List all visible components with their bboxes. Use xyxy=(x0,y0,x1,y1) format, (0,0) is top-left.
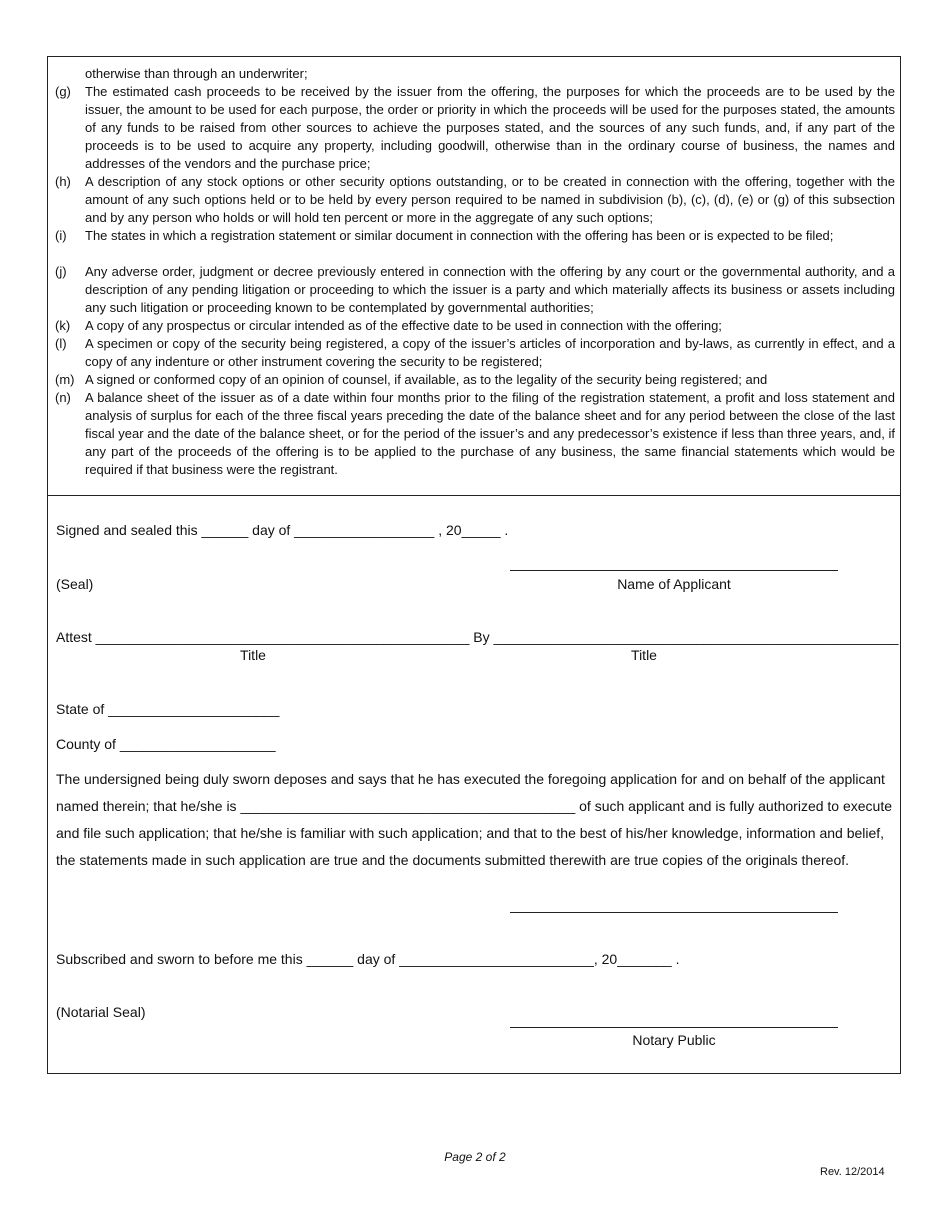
item-g xyxy=(55,83,895,173)
notary-public-label: Notary Public xyxy=(632,1032,716,1048)
notarial-seal-label: (Notarial Seal) xyxy=(56,1004,146,1020)
affidavit-paragraph: The undersigned being duly sworn deposes and says that he has executed the foregoing application for and on behalf of the applicant named therein; that he/she is ___________________________________________ of such applicant and is fully authorized to execute and file such application; that he/she is familiar with such application; and that to the best of his/her knowledge, information and belief, the statements made in such application are true and the documents submitted therewith are true copies of the originals thereof. xyxy=(56,771,893,868)
applicant-signature-line[interactable] xyxy=(510,570,838,571)
item-label: (j) xyxy=(55,264,67,279)
county-of-line[interactable]: County of ____________________ xyxy=(56,736,276,752)
requirements-section xyxy=(48,57,900,496)
item-text: A signed or conformed copy of an opinion of counsel, if available, as to the legality of the security being registered; and xyxy=(85,372,768,387)
signed-sealed-line[interactable]: Signed and sealed this ______ day of __________________ , 20_____ . xyxy=(56,522,509,538)
notary-signature-line[interactable] xyxy=(510,1027,838,1028)
item-label: (g) xyxy=(55,84,71,99)
seal-label: (Seal) xyxy=(56,576,94,592)
item-text: A description of any stock options or other security options outstanding, or to be created in connection with the offering, together with the amount of any such options held or to be held by every person required to be named in subdivision (b), (c), (d), (e) or (g) of this subsection and by any person who holds or will hold ten percent or more in the aggregate of any such options; xyxy=(85,174,895,225)
item-label: (m) xyxy=(55,372,75,387)
state-of-line[interactable]: State of ______________________ xyxy=(56,701,280,717)
item-text: A specimen or copy of the security being registered, a copy of the issuer’s articles of incorporation and by-laws, as currently in effect, and a copy of any indenture or other instrument covering the security to be registered; xyxy=(85,336,895,369)
item-label: (n) xyxy=(55,390,71,405)
attest-title-label: Title xyxy=(240,647,266,663)
affiant-signature-line[interactable] xyxy=(510,912,838,913)
item-text: Any adverse order, judgment or decree previously entered in connection with the offering by any court or the governmental authority, and a description of any pending litigation or proceeding to which the issuer is a party and which materially affects its business or assets including any such litigation or proceeding known to be contemplated by governmental authorities; xyxy=(85,264,895,315)
page-number: Page 2 of 2 xyxy=(444,1150,506,1164)
signature-section xyxy=(48,496,900,1073)
item-k xyxy=(55,317,895,335)
item-text: A balance sheet of the issuer as of a date within four months prior to the filing of the registration statement, a profit and loss statement and analysis of surplus for each of the three fiscal years preceding the date of the balance sheet and for any period between the close of the last fiscal year and the date of the balance sheet, or for the period of the issuer’s and any predecessor’s existence if less than three years, and, if any part of the proceeds of the offering is to be applied to the purchase of any business, the same financial statements which would be required if that business were the registrant. xyxy=(85,390,895,477)
item-i xyxy=(55,227,895,245)
subscribed-sworn-line[interactable]: Subscribed and sworn to before me this ______ day of _________________________, 20_______ . xyxy=(56,951,680,967)
item-text: The states in which a registration statement or similar document in connection with the offering has been or is expected to be filed; xyxy=(85,228,834,243)
name-of-applicant-label: Name of Applicant xyxy=(617,576,731,592)
continuation-text: otherwise than through an underwriter; xyxy=(85,66,308,81)
revision-date: Rev. 12/2014 xyxy=(820,1166,885,1178)
item-label: (l) xyxy=(55,336,67,351)
item-text: The estimated cash proceeds to be received by the issuer from the offering, the purposes for which the proceeds are to be used by the issuer, the amount to be used for each purpose, the order or priority in which the proceeds will be used for the purposes stated, the amounts of any funds to be raised from other sources to achieve the purposes stated, and the sources of any such funds, and, if any part of the proceeds is to be used to acquire any property, including goodwill, otherwise than in the ordinary course of business, the names and addresses of the vendors and the purchase price; xyxy=(85,84,895,171)
item-h xyxy=(55,173,895,227)
item-l xyxy=(55,335,895,371)
item-label: (h) xyxy=(55,174,71,189)
item-label: (k) xyxy=(55,318,71,333)
item-text: A copy of any prospectus or circular intended as of the effective date to be used in connection with the offering; xyxy=(85,318,722,333)
item-m xyxy=(55,371,895,389)
by-title-label: Title xyxy=(631,647,657,663)
item-n xyxy=(55,389,895,479)
attest-by-line[interactable]: Attest ________________________________________________ By ____________________________________________________ xyxy=(56,629,899,645)
form-box xyxy=(47,56,901,1074)
item-label: (i) xyxy=(55,228,67,243)
item-j xyxy=(55,263,895,317)
